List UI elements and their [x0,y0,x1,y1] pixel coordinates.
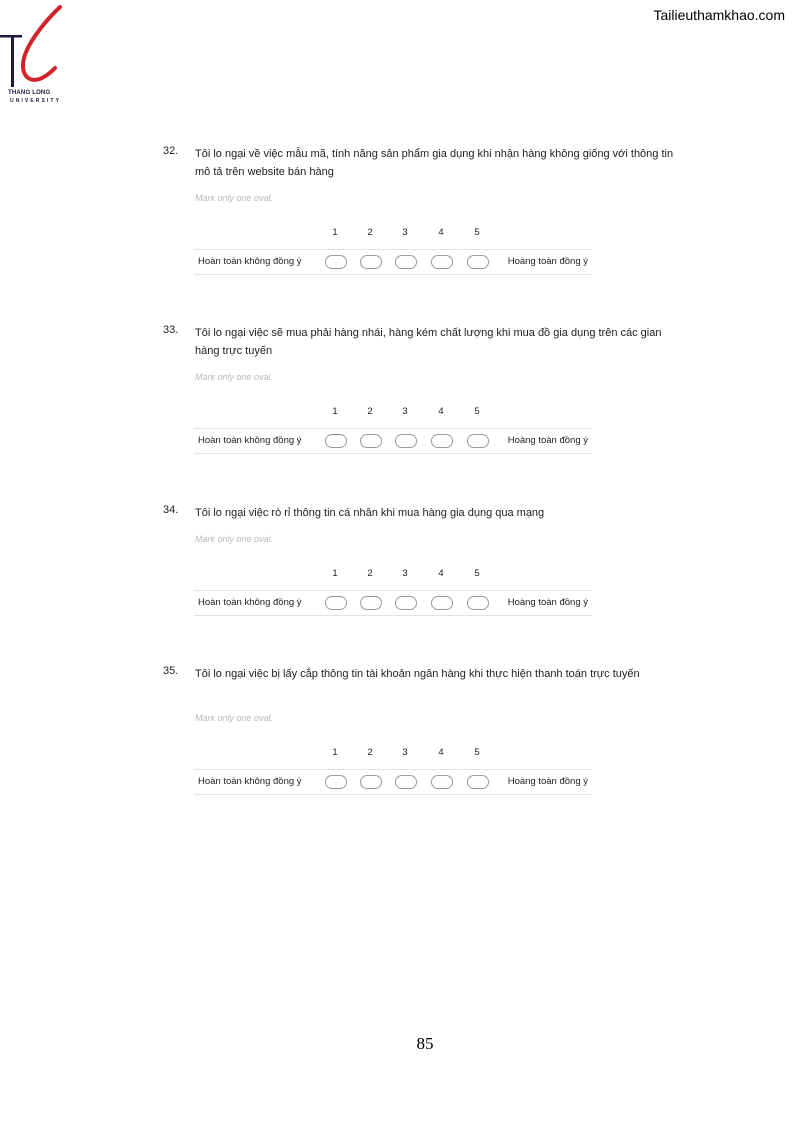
oval-option-3[interactable] [395,596,417,610]
oval-option-5[interactable] [467,775,489,789]
mark-hint: Mark only one oval. [195,193,274,203]
rating-row [194,249,592,275]
scale-left-label: Hoàn toàn không đồng ý [198,776,302,787]
scale-number: 5 [474,406,480,417]
rating-row [194,769,592,795]
question-text: Tôi lo ngại việc rò rỉ thông tin cá nhân khi mua hàng gia dụng qua mạng [195,507,545,519]
scale-right-label: Hoàng toàn đồng ý [507,435,588,446]
oval-option-5[interactable] [467,596,489,610]
oval-option-4[interactable] [431,775,453,789]
scale-numbers [194,568,592,582]
oval-option-4[interactable] [431,255,453,269]
oval-option-5[interactable] [467,255,489,269]
page-number: 85 [416,1034,434,1053]
oval-option-4[interactable] [431,434,453,448]
question-text: Tôi lo ngại về việc mẫu mã, tính năng sản phẩm gia dụng khi nhận hàng không giống với thông tin mô tả trên website bán hàng [195,148,674,178]
mark-hint: Mark only one oval. [195,372,274,382]
logo-name: THANG LONG [8,90,51,96]
scale-number: 3 [402,227,408,238]
question-text: Tôi lo ngại việc bị lấy cắp thông tin tài khoản ngân hàng khi thực hiện thanh toán trực tuyến [195,668,640,680]
scale-number: 5 [474,747,480,758]
mark-hint: Mark only one oval. [195,534,274,544]
scale-left-label: Hoàn toàn không đồng ý [198,435,302,446]
scale-number: 4 [438,227,444,238]
oval-option-1[interactable] [325,775,347,789]
university-logo [0,2,72,104]
scale-number: 3 [402,406,408,417]
scale-number: 5 [474,568,480,579]
scale-number: 4 [438,406,444,417]
scale-number: 1 [332,747,338,758]
oval-option-3[interactable] [395,434,417,448]
scale-number: 5 [474,227,480,238]
scale-number: 1 [332,227,338,238]
question-number: 34. [163,504,179,516]
oval-option-3[interactable] [395,775,417,789]
mark-hint: Mark only one oval. [195,713,274,723]
scale-numbers [194,747,592,761]
oval-option-5[interactable] [467,434,489,448]
question-text: Tôi lo ngại việc sẽ mua phải hàng nhái, hàng kém chất lượng khi mua đồ gia dụng trên các gian hàng trực tuyến [195,327,662,357]
oval-option-2[interactable] [360,775,382,789]
scale-number: 1 [332,568,338,579]
oval-option-4[interactable] [431,596,453,610]
rating-row [194,428,592,454]
oval-option-2[interactable] [360,255,382,269]
oval-option-2[interactable] [360,596,382,610]
scale-number: 3 [402,568,408,579]
scale-left-label: Hoàn toàn không đồng ý [198,597,302,608]
scale-number: 1 [332,406,338,417]
oval-option-3[interactable] [395,255,417,269]
scale-left-label: Hoàn toàn không đồng ý [198,256,302,267]
oval-option-1[interactable] [325,434,347,448]
scale-number: 4 [438,747,444,758]
scale-number: 2 [367,227,373,238]
site-watermark-link[interactable]: Tailieuthamkhao.com [653,7,785,23]
scale-numbers [194,227,592,241]
scale-number: 3 [402,747,408,758]
scale-number: 2 [367,568,373,579]
rating-row [194,590,592,616]
scale-number: 4 [438,568,444,579]
question-number: 32. [163,145,179,157]
scale-right-label: Hoàng toàn đồng ý [507,597,588,608]
question-number: 35. [163,665,179,677]
oval-option-1[interactable] [325,596,347,610]
oval-option-1[interactable] [325,255,347,269]
oval-option-2[interactable] [360,434,382,448]
scale-number: 2 [367,406,373,417]
question-number: 33. [163,324,179,336]
scale-number: 2 [367,747,373,758]
logo-subtitle: UNIVERSITY [10,98,62,104]
scale-right-label: Hoàng toàn đồng ý [507,256,588,267]
scale-numbers [194,406,592,420]
scale-right-label: Hoàng toàn đồng ý [507,776,588,787]
thang-long-logo-icon [0,2,72,92]
